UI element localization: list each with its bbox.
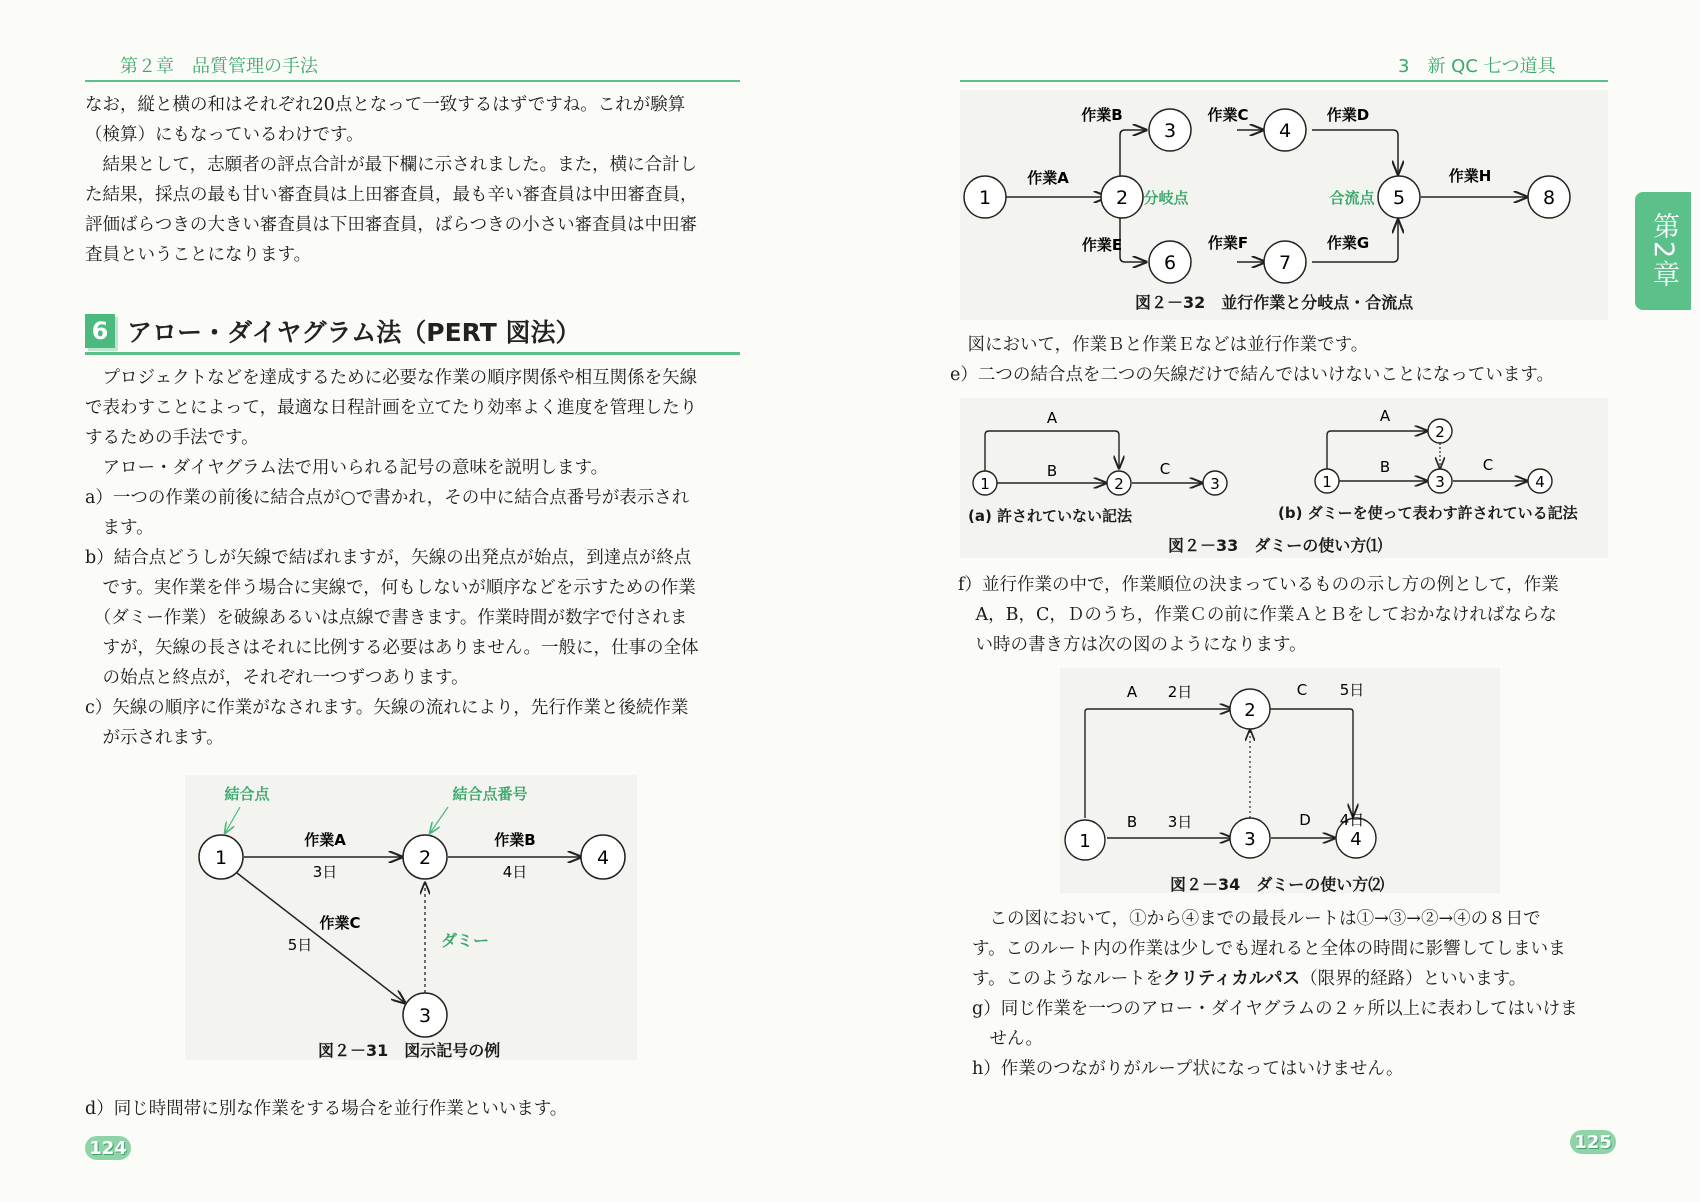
task-g-label: 作業G [1326, 234, 1370, 252]
figure-2-32-caption: 図２－32 並行作業と分岐点・合流点 [1135, 293, 1414, 312]
text-line: た結果，採点の最も甘い審査員は上田審査員，最も辛い審査員は中田審査員， [85, 185, 698, 205]
b-node-4-label: 4 [1535, 473, 1545, 491]
text-line: です。実作業を伴う場合に実線で，何もしないが順序などを示すための作業 [85, 578, 696, 598]
text-line: 査員ということになります。 [85, 245, 312, 265]
paragraph-d [85, 1094, 567, 1124]
text-line: い時の書き方は次の図のようになります。 [958, 635, 1307, 655]
page-number-left: 124 [85, 1136, 131, 1160]
task-e-label: 作業E [1081, 236, 1123, 254]
node-3-label: 3 [1244, 829, 1256, 850]
section-heading [85, 312, 581, 350]
node-6-label: 6 [1163, 252, 1177, 274]
text-line: （検算）にもなっているわけです。 [85, 125, 364, 145]
label-a-time: 2日 [1167, 683, 1193, 701]
label-b: B [1126, 813, 1138, 831]
node-2-label: 2 [418, 847, 432, 869]
text-line: ます。 [85, 518, 154, 538]
task-a-label: 作業A [304, 831, 346, 849]
critical-path-term: クリティカルパス [1163, 969, 1301, 989]
task-b-label: 作業B [494, 831, 536, 849]
figure-2-31-caption: 図２－31 図示記号の例 [318, 1041, 501, 1060]
b-label-c: C [1482, 456, 1494, 474]
text-line: e）二つの結合点を二つの矢線だけで結んではいけないことになっています。 [950, 365, 1554, 385]
a-label-b: B [1046, 462, 1058, 480]
label-b-time: 3日 [1167, 813, 1193, 831]
node-1-label: 1 [1079, 831, 1091, 852]
text-line: d）同じ時間帯に別な作業をする場合を並行作業といいます。 [85, 1099, 568, 1119]
node-4-label: 4 [596, 847, 610, 869]
figure-2-34-diagram [1060, 668, 1500, 893]
text-line: （ダミー作業）を破線あるいは点線で書きます。作業時間が数字で付されま [85, 608, 688, 628]
node-5-label: 5 [1392, 187, 1406, 209]
section-title: アロー・ダイヤグラム法（PERT 図法） [127, 318, 581, 347]
figure-2-34 [1060, 668, 1500, 893]
header-rule [960, 80, 1608, 82]
running-header-right: 3 新 QC 七つ道具 [1398, 56, 1556, 77]
node-1-label: 1 [214, 847, 228, 869]
pointer-junction-number [430, 807, 448, 833]
text-line: の始点と終点が，それぞれ一つずつあります。 [85, 668, 469, 688]
arrow-a [1085, 709, 1232, 818]
text-line: c）矢線の順序に作業がなされます。矢線の流れにより，先行作業と後続作業 [85, 698, 689, 718]
header-rule [85, 80, 740, 82]
text-line: プロジェクトなどを達成するために必要な作業の順序関係や相互関係を矢線 [85, 368, 698, 388]
figure-2-34-caption: 図２－34 ダミーの使い方⑵ [1170, 875, 1385, 894]
pointer-junction [225, 807, 240, 833]
node-4-label: 4 [1350, 829, 1362, 850]
page-number-right: 125 [1570, 1130, 1616, 1154]
text-line: 評価ばらつきの大きい審査員は下田審査員，ばらつきの小さい審査員は中田審 [85, 215, 698, 235]
label-junction-number: 結合点番号 [452, 785, 528, 803]
figure-2-32 [960, 90, 1608, 320]
label-d-time: 4日 [1339, 811, 1365, 829]
b-node-3-label: 3 [1435, 473, 1445, 491]
arrow-d [1312, 130, 1398, 174]
b-node-2-label: 2 [1435, 423, 1445, 441]
task-a-label: 作業A [1027, 169, 1069, 187]
text-line: g）同じ作業を一つのアロー・ダイヤグラムの２ヶ所以上に表わしてはいけま [972, 999, 1578, 1019]
a-label-c: C [1159, 460, 1171, 478]
body-paragraph [85, 363, 699, 753]
a-label-a: A [1046, 409, 1058, 427]
label-c-time: 5日 [1339, 681, 1365, 699]
figure-2-33-a-caption: (a) 許されていない記法 [968, 507, 1133, 525]
task-h-label: 作業H [1448, 167, 1492, 185]
paragraph-f [958, 570, 1559, 660]
figure-2-33-caption: 図２－33 ダミーの使い方⑴ [1168, 536, 1383, 555]
node-2-label: 2 [1115, 187, 1129, 209]
node-4-label: 4 [1278, 120, 1292, 142]
a-node-1-label: 1 [980, 475, 990, 493]
chapter-tab: 第2章 [1635, 192, 1691, 310]
text-fragment: す。このようなルートを [972, 969, 1164, 989]
section-rule [85, 352, 740, 355]
a-node-2-label: 2 [1114, 475, 1124, 493]
right-page [850, 0, 1700, 1202]
text-line: f）並行作業の中で，作業順位の決まっているものの示し方の例として，作業 [958, 575, 1559, 595]
arrow-e [1120, 217, 1146, 262]
text-line: h）作業のつながりがループ状になってはいけません。 [972, 1059, 1404, 1079]
text-line: なお，縦と横の和はそれぞれ20点となって一致するはずですね。これが験算 [85, 95, 686, 115]
text-line: が示されます。 [85, 728, 224, 748]
text-line: せん。 [972, 1029, 1044, 1049]
label-junction: 結合点 [224, 785, 270, 803]
b-node-1-label: 1 [1322, 473, 1332, 491]
text-fragment: （限界的経路）といいます。 [1300, 969, 1527, 989]
running-header-left: 第２章 品質管理の手法 [120, 56, 318, 77]
task-f-label: 作業F [1207, 234, 1249, 252]
task-c-label: 作業C [1207, 106, 1249, 124]
figure-2-31 [185, 775, 637, 1060]
figure-2-32-diagram [960, 90, 1608, 320]
text-line: b）結合点どうしが矢線で結ばれますが，矢線の出発点が始点，到達点が終点 [85, 548, 692, 568]
task-b-time: 4日 [502, 863, 528, 881]
text-line: で表わすことによって，最適な日程計画を立てたり効率よく進度を管理したり [85, 398, 698, 418]
intro-paragraph [85, 90, 698, 270]
label-a: A [1126, 683, 1138, 701]
a-node-3-label: 3 [1210, 475, 1220, 493]
task-c-time: 5日 [287, 936, 313, 954]
node-1-label: 1 [978, 187, 992, 209]
text-line: この図において，①から④までの最長ルートは①→③→②→④の８日で [972, 909, 1541, 929]
node-7-label: 7 [1278, 252, 1292, 274]
figure-2-33-b-caption: (b) ダミーを使って表わす許されている記法 [1278, 504, 1578, 522]
node-3-label: 3 [418, 1005, 432, 1027]
arrow-c [1268, 709, 1353, 816]
text-line-critical-path [972, 964, 1578, 994]
label-c: C [1296, 681, 1308, 699]
text-line: アロー・ダイヤグラム法で用いられる記号の意味を説明します。 [85, 458, 609, 478]
paragraph-bottom [972, 904, 1578, 1084]
text-line: A，B，C，Ｄのうち，作業Ｃの前に作業ＡとＢをしておかなければならな [958, 605, 1557, 625]
arrow-task-c [237, 873, 405, 1003]
text-line: するための手法です。 [85, 428, 259, 448]
section-number-badge: 6 [85, 314, 115, 348]
b-arrow-a [1327, 431, 1427, 481]
b-label-b: B [1379, 458, 1391, 476]
b-label-a: A [1379, 407, 1391, 425]
dummy-label: ダミー [440, 931, 490, 950]
arrow-b [1120, 130, 1146, 177]
text-line: すが，矢線の長さはそれに比例する必要はありません。一般に，仕事の全体 [85, 638, 699, 658]
node-3-label: 3 [1163, 120, 1177, 142]
merge-point-label: 合流点 [1329, 189, 1375, 207]
node-2-label: 2 [1244, 700, 1256, 721]
task-d-label: 作業D [1326, 106, 1370, 124]
branch-point-label: 分岐点 [1143, 189, 1189, 207]
node-8-label: 8 [1542, 187, 1556, 209]
text-line: す。このルート内の作業は少しでも遅れると全体の時間に影響してしまいま [972, 939, 1566, 959]
label-d: D [1299, 811, 1311, 829]
task-b-label: 作業B [1081, 106, 1123, 124]
task-a-time: 3日 [312, 863, 338, 881]
paragraph-e [950, 330, 1554, 390]
text-line: 図において，作業Ｂと作業Ｅなどは並行作業です。 [950, 335, 1369, 355]
text-line: 結果として，志願者の評点合計が最下欄に示されました。また，横に合計し [85, 155, 698, 175]
text-line: a）一つの作業の前後に結合点が○で書かれ，その中に結合点番号が表示され [85, 488, 690, 508]
figure-2-31-diagram [185, 775, 637, 1060]
task-c-label: 作業C [319, 914, 361, 932]
